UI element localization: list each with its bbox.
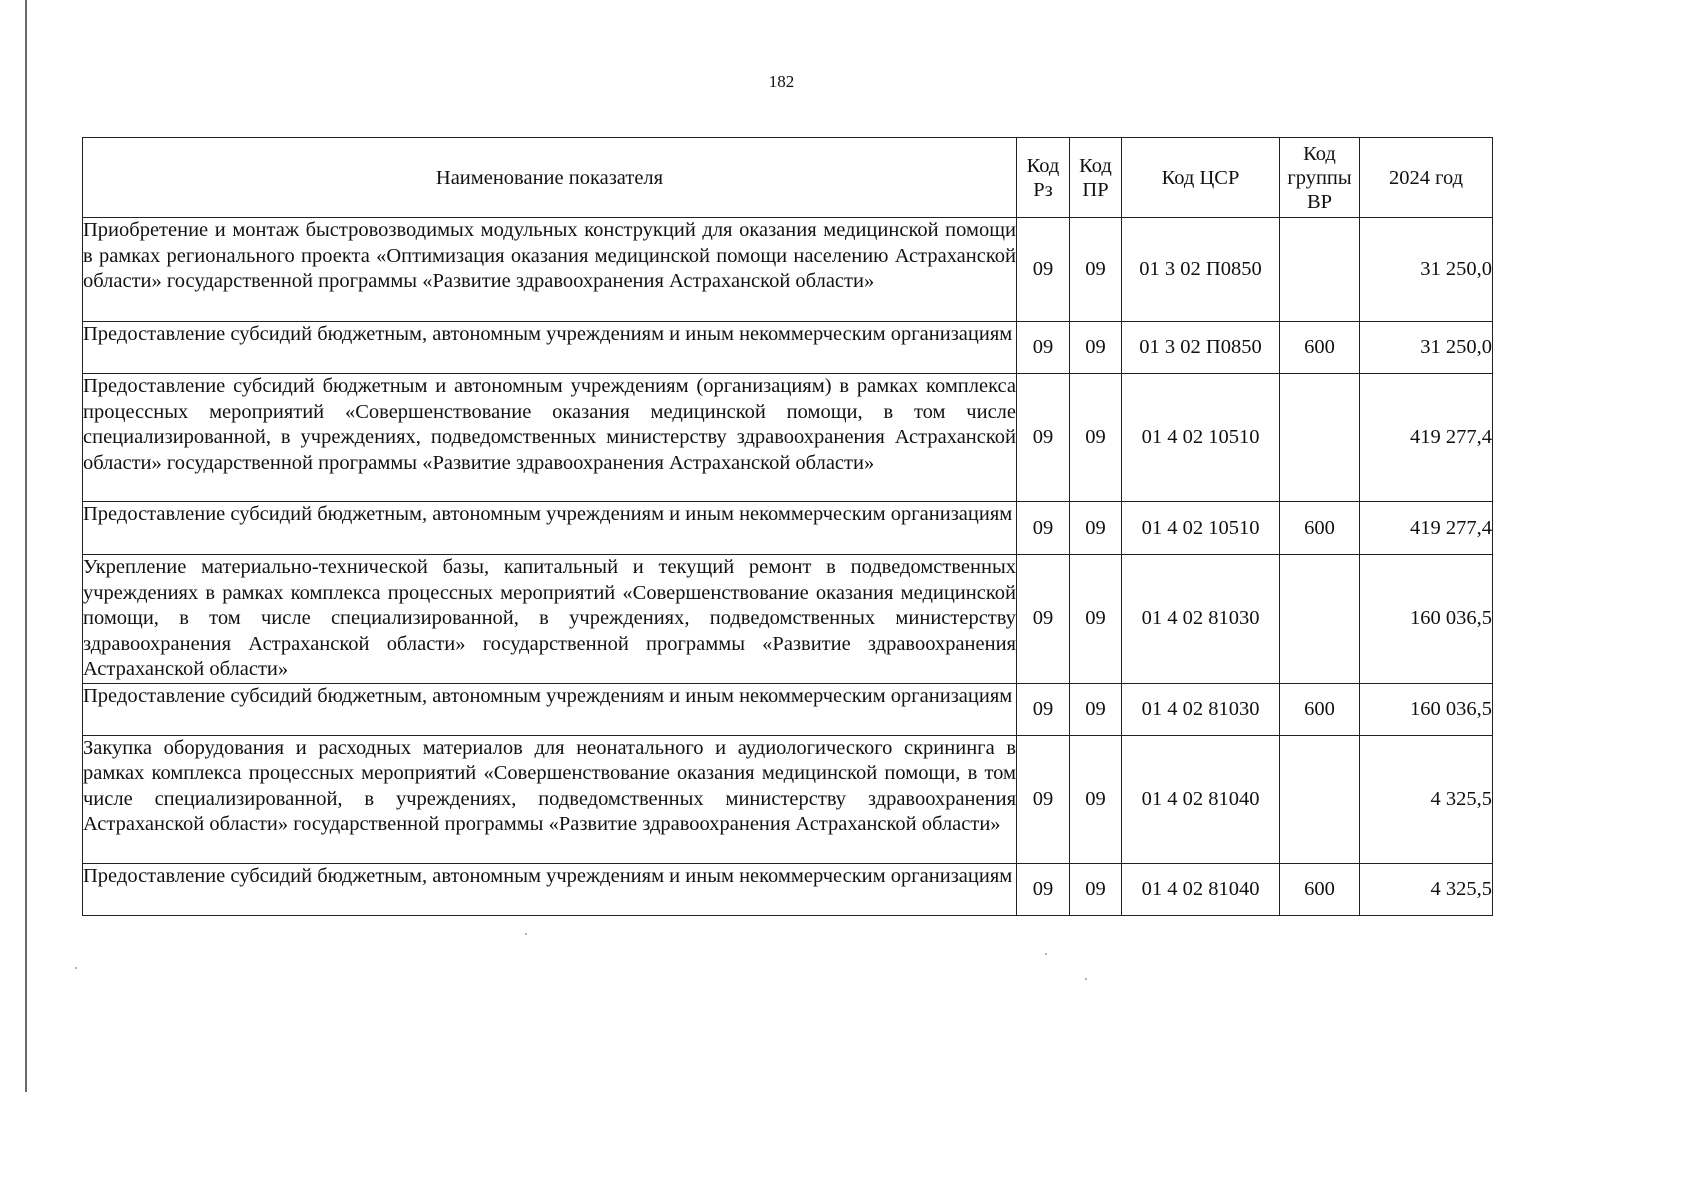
row-csr: 01 4 02 81030 <box>1122 555 1280 684</box>
scan-speck <box>525 933 527 935</box>
table-row <box>83 683 1493 735</box>
row-vr: 600 <box>1280 683 1360 735</box>
scan-speck <box>1085 978 1087 980</box>
row-csr: 01 3 02 П0850 <box>1122 218 1280 322</box>
header-csr: Код ЦСР <box>1122 138 1280 218</box>
row-pr: 09 <box>1070 683 1122 735</box>
row-name: Предоставление субсидий бюджетным и автономным учреждениям (организациям) в рамках комплекса процессных мероприятий «Совершенствование оказания медицинской помощи, в том числе специализированной, в учреждениях, подведомственных министерству здравоохранения Астраханской области» государственной программы «Развитие здравоохранения Астраханской области» <box>83 374 1017 502</box>
row-vr <box>1280 218 1360 322</box>
row-csr: 01 4 02 81040 <box>1122 863 1280 915</box>
row-amount: 31 250,0 <box>1360 218 1493 322</box>
row-name: Предоставление субсидий бюджетным, автономным учреждениям и иным некоммерческим организациям <box>83 322 1017 374</box>
row-amount: 31 250,0 <box>1360 322 1493 374</box>
scan-edge-line <box>25 0 27 1092</box>
row-pr: 09 <box>1070 502 1122 555</box>
row-pr: 09 <box>1070 863 1122 915</box>
row-pr: 09 <box>1070 735 1122 863</box>
header-vr: Код группы ВР <box>1280 138 1360 218</box>
row-rz: 09 <box>1017 863 1070 915</box>
row-pr: 09 <box>1070 555 1122 684</box>
row-name: Предоставление субсидий бюджетным, автономным учреждениям и иным некоммерческим организациям <box>83 863 1017 915</box>
row-vr: 600 <box>1280 502 1360 555</box>
row-vr <box>1280 555 1360 684</box>
table-header-row <box>83 138 1493 218</box>
row-rz: 09 <box>1017 218 1070 322</box>
row-rz: 09 <box>1017 555 1070 684</box>
table-row <box>83 218 1493 322</box>
row-csr: 01 3 02 П0850 <box>1122 322 1280 374</box>
table-row <box>83 322 1493 374</box>
row-amount: 4 325,5 <box>1360 735 1493 863</box>
header-year: 2024 год <box>1360 138 1493 218</box>
row-name: Предоставление субсидий бюджетным, автономным учреждениям и иным некоммерческим организациям <box>83 683 1017 735</box>
row-name: Укрепление материально-технической базы, капитальный и текущий ремонт в подведомственных учреждениях в рамках комплекса процессных мероприятий «Совершенствование оказания медицинской помощи, в том числе специализированной, в учреждениях, подведомственных министерству здравоохранения Астраханской области» государственной программы «Развитие здравоохранения Астраханской области» <box>83 555 1017 684</box>
row-vr <box>1280 374 1360 502</box>
row-csr: 01 4 02 81040 <box>1122 735 1280 863</box>
row-amount: 160 036,5 <box>1360 683 1493 735</box>
scan-speck <box>1045 953 1047 955</box>
row-name: Приобретение и монтаж быстровозводимых модульных конструкций для оказания медицинской помощи в рамках регионального проекта «Оптимизация оказания медицинской помощи населению Астраханской области» государственной программы «Развитие здравоохранения Астраханской области» <box>83 218 1017 322</box>
row-vr: 600 <box>1280 863 1360 915</box>
table-row <box>83 502 1493 555</box>
row-rz: 09 <box>1017 683 1070 735</box>
budget-table <box>82 137 1493 916</box>
header-name: Наименование показателя <box>83 138 1017 218</box>
row-amount: 4 325,5 <box>1360 863 1493 915</box>
row-name: Закупка оборудования и расходных материалов для неонатального и аудиологического скрининга в рамках комплекса процессных мероприятий «Совершенствование оказания медицинской помощи, в том числе специализированной, в учреждениях, подведомственных министерству здравоохранения Астраханской области» государственной программы «Развитие здравоохранения Астраханской области» <box>83 735 1017 863</box>
row-rz: 09 <box>1017 502 1070 555</box>
row-vr <box>1280 735 1360 863</box>
row-rz: 09 <box>1017 735 1070 863</box>
row-pr: 09 <box>1070 322 1122 374</box>
row-amount: 160 036,5 <box>1360 555 1493 684</box>
row-csr: 01 4 02 10510 <box>1122 374 1280 502</box>
row-name: Предоставление субсидий бюджетным, автономным учреждениям и иным некоммерческим организациям <box>83 502 1017 555</box>
page-number: 182 <box>768 72 795 91</box>
table-row <box>83 735 1493 863</box>
row-csr: 01 4 02 10510 <box>1122 502 1280 555</box>
row-rz: 09 <box>1017 322 1070 374</box>
table-row <box>83 555 1493 684</box>
table-row <box>83 374 1493 502</box>
table-row <box>83 863 1493 915</box>
row-pr: 09 <box>1070 374 1122 502</box>
scan-speck <box>75 967 77 969</box>
row-vr: 600 <box>1280 322 1360 374</box>
row-pr: 09 <box>1070 218 1122 322</box>
header-rz: Код Рз <box>1017 138 1070 218</box>
row-amount: 419 277,4 <box>1360 502 1493 555</box>
row-rz: 09 <box>1017 374 1070 502</box>
row-csr: 01 4 02 81030 <box>1122 683 1280 735</box>
row-amount: 419 277,4 <box>1360 374 1493 502</box>
header-pr: Код ПР <box>1070 138 1122 218</box>
